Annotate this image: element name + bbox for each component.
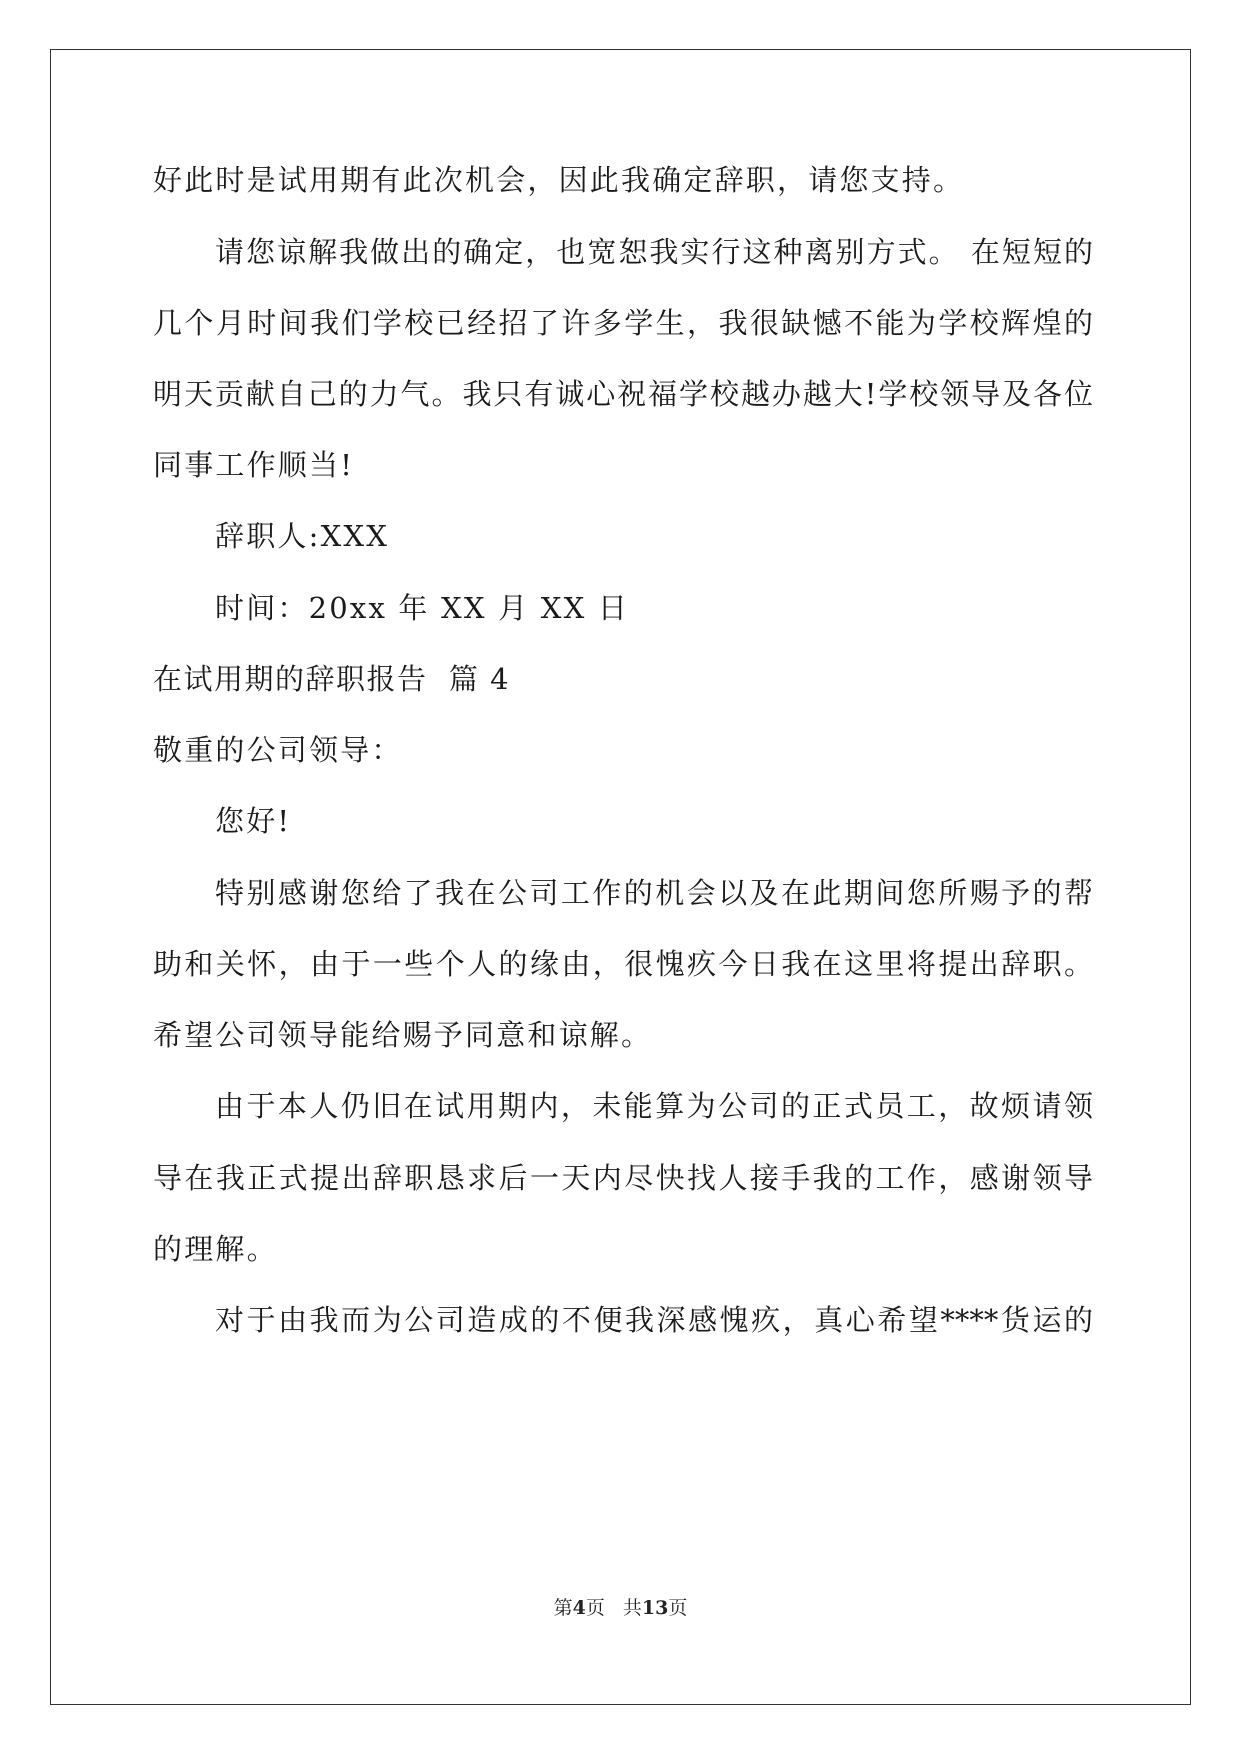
paragraph-line: 明天贡献自己的力气。我只有诚心祝福学校越办越大!学校领导及各位: [153, 377, 1093, 411]
paragraph-line: 对于由我而为公司造成的不便我深感愧疚，真心希望****货运的: [215, 1303, 1093, 1337]
date-line: 时间：20xx 年 XX 月 XX 日: [215, 591, 630, 625]
signature-line: 辞职人:XXX: [215, 519, 390, 553]
paragraph-line: 由于本人仍旧在试用期内，未能算为公司的正式员工，故烦请领: [215, 1089, 1093, 1123]
section-heading: 在试用期的辞职报告 篇 4: [153, 662, 511, 696]
paragraph-line: 的理解。: [153, 1232, 278, 1266]
paragraph-line: 同事工作顺当!: [153, 448, 355, 482]
current-page-number: 4: [572, 1597, 586, 1619]
paragraph-line: 几个月时间我们学校已经招了许多学生，我很缺憾不能为学校辉煌的: [153, 306, 1093, 340]
paragraph-line: 助和关怀，由于一些个人的缘由，很愧疚今日我在这里将提出辞职。: [153, 947, 1093, 981]
paragraph-line: 导在我正式提出辞职恳求后一天内尽快找人接手我的工作，感谢领导: [153, 1161, 1093, 1195]
paragraph-line: 好此时是试用期有此次机会，因此我确定辞职，请您支持。: [153, 163, 965, 197]
total-pages-number: 13: [641, 1597, 669, 1619]
greeting: 您好!: [215, 804, 292, 838]
paragraph-line: 特别感谢您给了我在公司工作的机会以及在此期间您所赐予的帮: [215, 876, 1093, 910]
page-footer: [0, 1596, 1241, 1620]
footer-page-unit: 页: [585, 1597, 605, 1619]
footer-total-prefix: 共: [622, 1597, 642, 1619]
salutation: 敬重的公司领导：: [153, 733, 403, 767]
footer-total-unit: 页: [668, 1597, 688, 1619]
paragraph-line: 请您谅解我做出的确定，也宽恕我实行这种离别方式。 在短短的: [215, 235, 1093, 269]
paragraph-line: 希望公司领导能给赐予同意和谅解。: [153, 1018, 653, 1052]
footer-prefix: 第: [553, 1597, 573, 1619]
